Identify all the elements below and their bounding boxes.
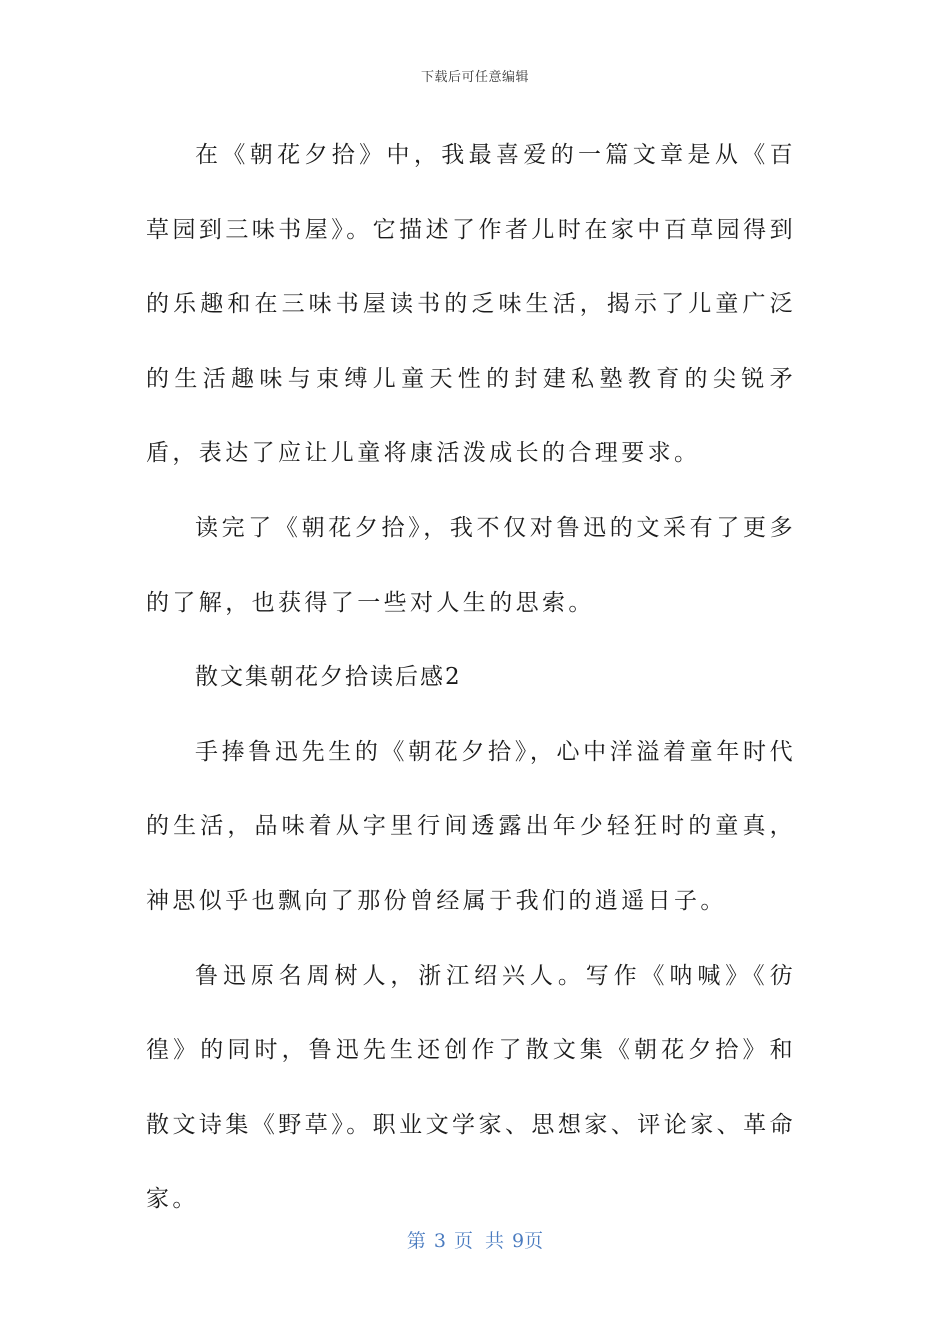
paragraph-reflection: 读完了《朝花夕拾》，我不仅对鲁迅的文采有了更多的了解，也获得了一些对人生的思索。 <box>146 514 796 616</box>
page-footer <box>0 1226 950 1253</box>
document-body <box>146 118 796 1237</box>
paragraph-favorite-essay: 在《朝花夕拾》中，我最喜爱的一篇文章是从《百草园到三味书屋》。它描述了作者儿时在家中百草园得到的乐趣和在三味书屋读书的乏味生活，揭示了儿童广泛的生活趣味与束缚儿童天性的封建私塾教育的尖锐矛盾，表达了应让儿童将康活泼成长的合理要求。 <box>146 142 796 467</box>
footer-label-prefix: 第 <box>406 1230 426 1252</box>
footer-label-middle: 页 共 <box>453 1230 505 1252</box>
footer-total-pages: 9页 <box>512 1230 544 1252</box>
paragraph-author-bio: 鲁迅原名周树人，浙江绍兴人。写作《呐喊》《彷徨》的同时，鲁迅先生还创作了散文集《朝花夕拾》和散文诗集《野草》。职业文学家、思想家、评论家、革命家。 <box>146 962 796 1213</box>
page-header: 下载后可任意编辑 <box>420 70 529 85</box>
paragraph-childhood: 手捧鲁迅先生的《朝花夕拾》，心中洋溢着童年时代的生活，品味着从字里行间透露出年少轻狂时的童真，神思似乎也飘向了那份曾经属于我们的逍遥日子。 <box>146 738 796 914</box>
section-heading: 散文集朝花夕拾读后感2 <box>195 664 462 691</box>
footer-current-page: 3 <box>433 1230 446 1252</box>
